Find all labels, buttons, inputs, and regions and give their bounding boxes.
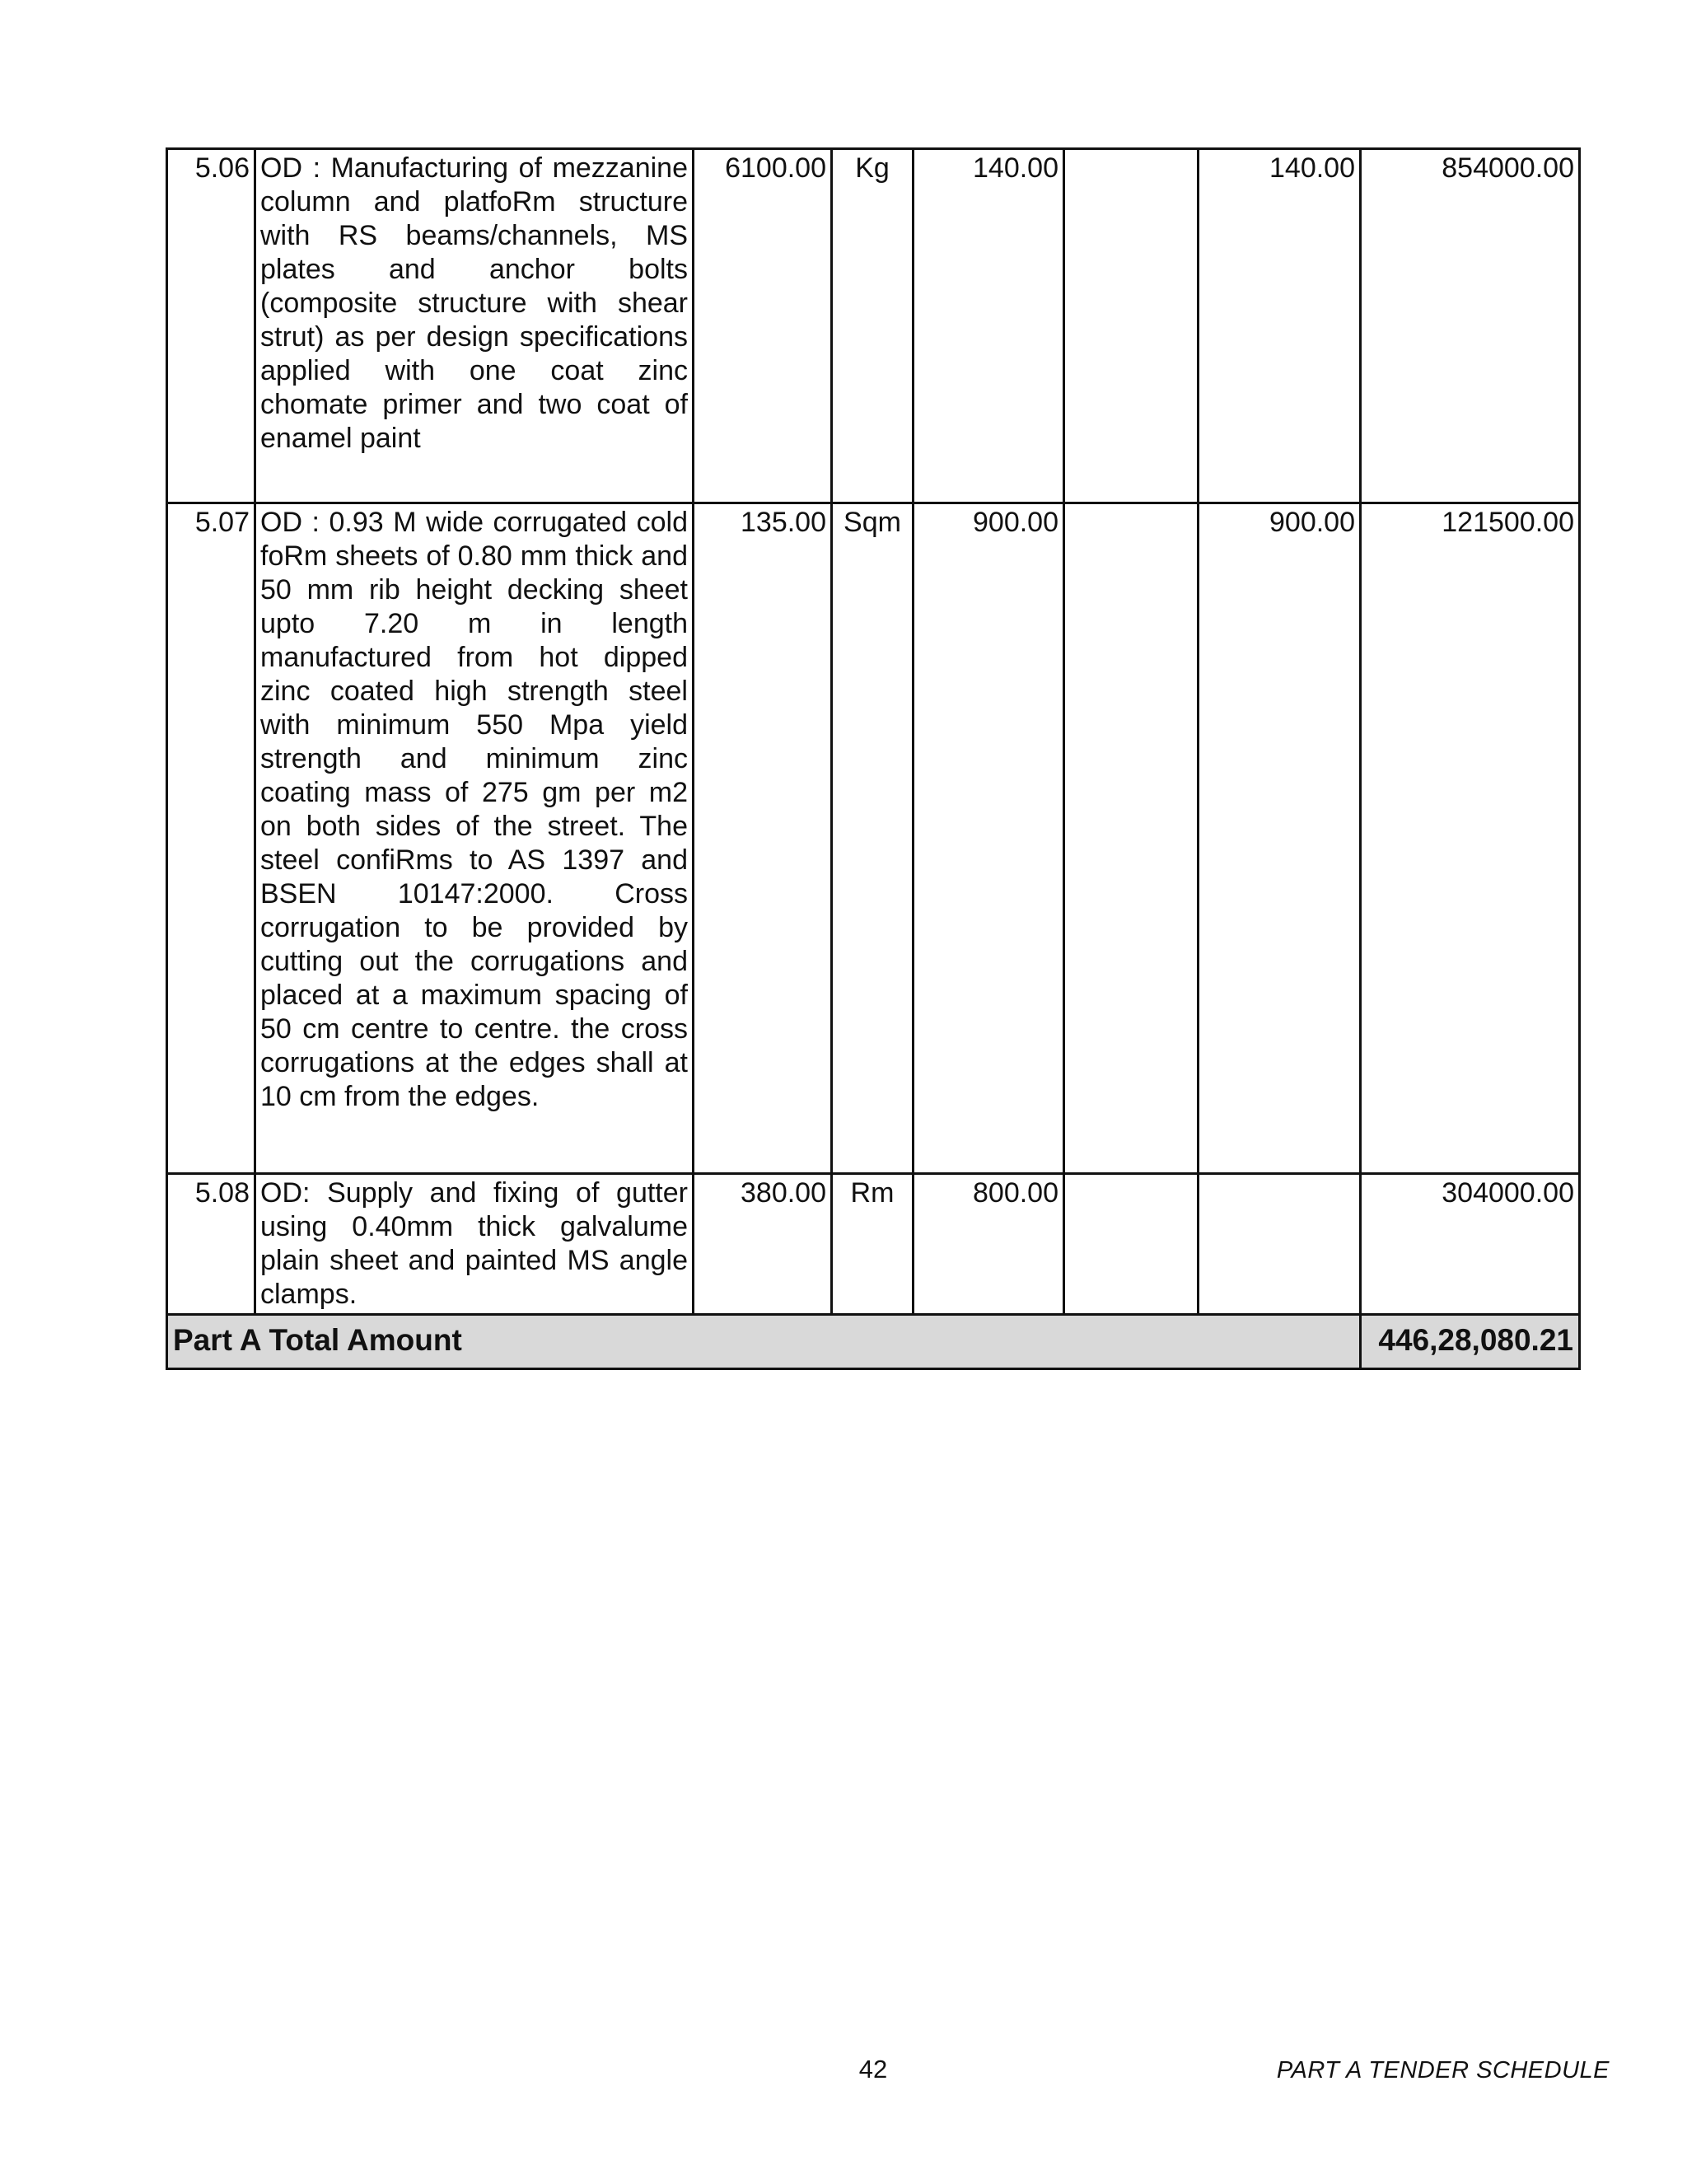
- footer-title: PART A TENDER SCHEDULE: [1276, 2057, 1610, 2083]
- item-quantity: 135.00: [694, 503, 832, 1174]
- item-column-6: [1064, 503, 1199, 1174]
- item-quantity: 6100.00: [694, 149, 832, 503]
- item-amount: 854000.00: [1361, 149, 1580, 503]
- table-row: [167, 503, 1580, 1174]
- table-row: [167, 149, 1580, 503]
- item-column-7: 900.00: [1199, 503, 1361, 1174]
- item-unit: Kg: [832, 149, 914, 503]
- item-column-6: [1064, 1174, 1199, 1315]
- item-number: 5.07: [167, 503, 255, 1174]
- item-description: OD : Manufacturing of mezzanine column and platfoRm structure with RS beams/channels, MS plates and anchor bolts (composite structure with shear strut) as per design specifications applied with one coat zinc chomate primer and two coat of enamel paint: [255, 149, 694, 503]
- item-description: OD: Supply and fixing of gutter using 0.40mm thick galvalume plain sheet and painted MS angle clamps.: [255, 1174, 694, 1315]
- item-quantity: 380.00: [694, 1174, 832, 1315]
- item-rate: 900.00: [914, 503, 1064, 1174]
- item-unit: Sqm: [832, 503, 914, 1174]
- item-column-6: [1064, 149, 1199, 503]
- page-number: 42: [858, 2055, 888, 2083]
- tender-schedule-table: [166, 147, 1581, 1370]
- total-amount: 446,28,080.21: [1361, 1315, 1580, 1369]
- item-amount: 304000.00: [1361, 1174, 1580, 1315]
- total-row: [167, 1315, 1580, 1369]
- item-description: OD : 0.93 M wide corrugated cold foRm sheets of 0.80 mm thick and 50 mm rib height decking sheet upto 7.20 m in length manufactured from hot dipped zinc coated high strength steel with minimum 550 Mpa yield strength and minimum zinc coating mass of 275 gm per m2 on both sides of the street. The steel confiRms to AS 1397 and BSEN 10147:2000. Cross corrugation to be provided by cutting out the corrugations and placed at a maximum spacing of 50 cm centre to centre. the cross corrugations at the edges shall at 10 cm from the edges.: [255, 503, 694, 1174]
- item-number: 5.06: [167, 149, 255, 503]
- table-row: [167, 1174, 1580, 1315]
- item-number: 5.08: [167, 1174, 255, 1315]
- item-amount: 121500.00: [1361, 503, 1580, 1174]
- item-unit: Rm: [832, 1174, 914, 1315]
- item-rate: 140.00: [914, 149, 1064, 503]
- item-column-7: [1199, 1174, 1361, 1315]
- total-label: Part A Total Amount: [167, 1315, 1361, 1369]
- item-column-7: 140.00: [1199, 149, 1361, 503]
- item-rate: 800.00: [914, 1174, 1064, 1315]
